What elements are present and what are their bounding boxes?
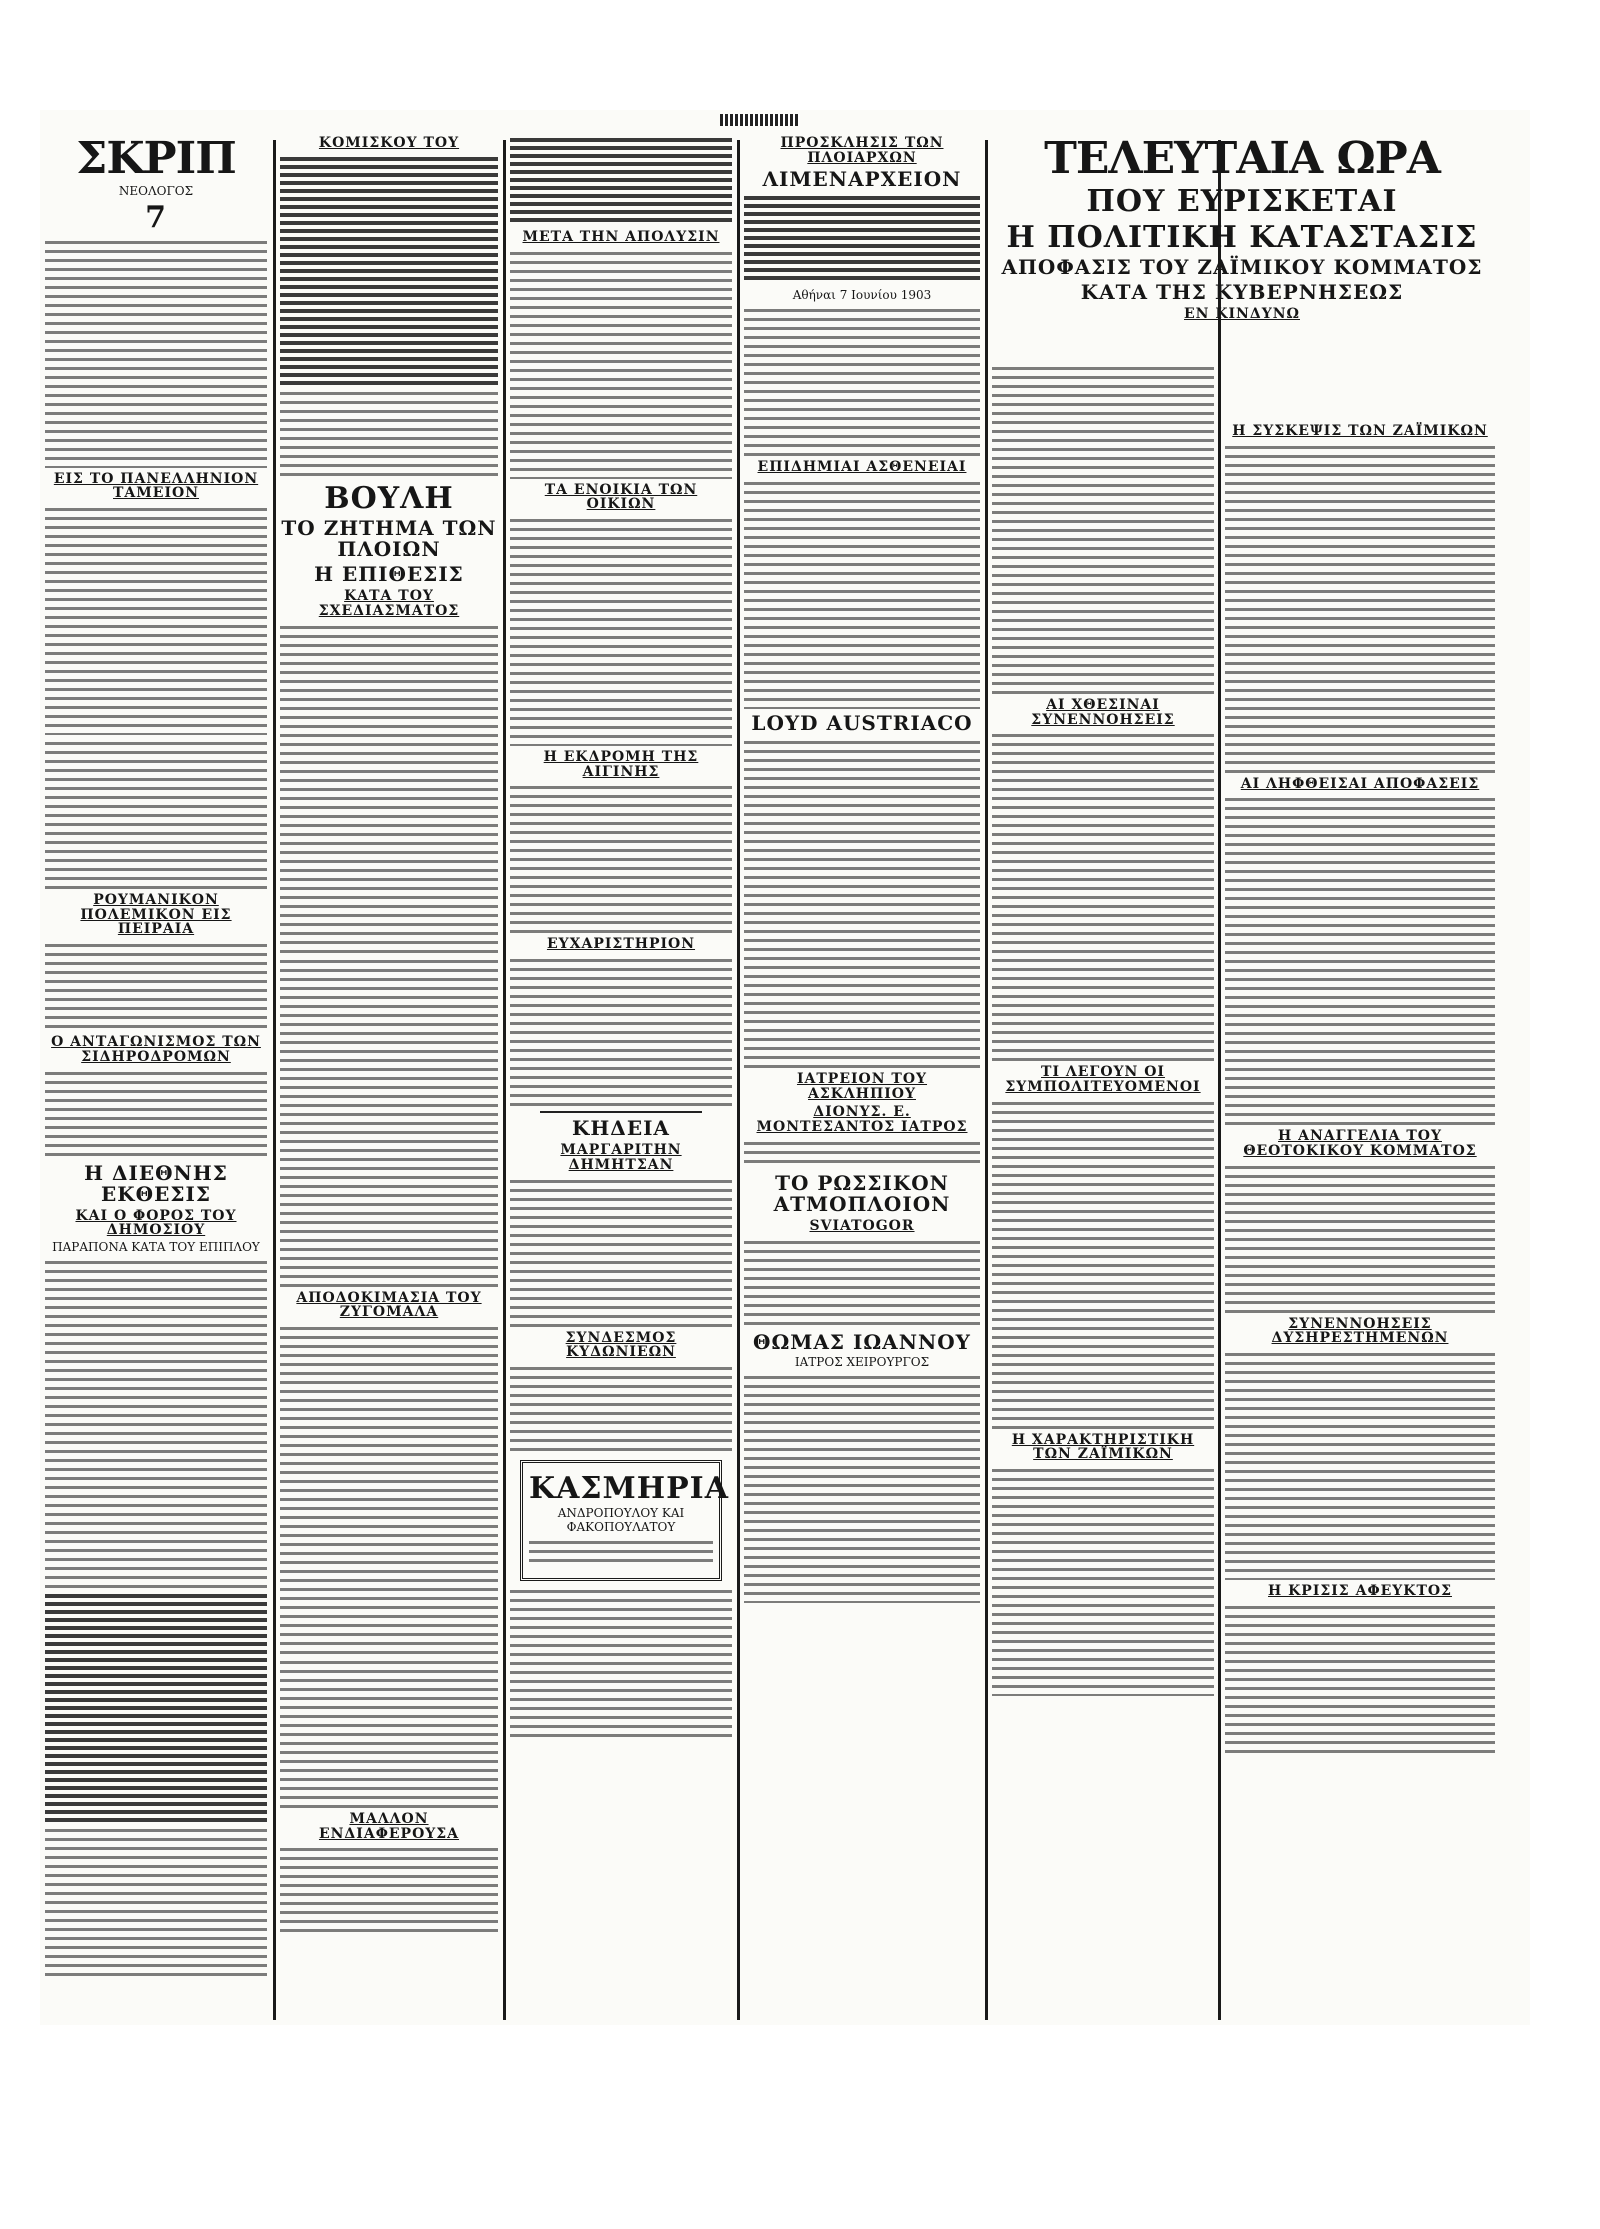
headline: Η ΕΚΔΡΟΜΗ ΤΗΣ ΑΙΓΙΝΗΣ xyxy=(543,749,699,780)
column-2 xyxy=(280,132,498,2012)
headline-sub: ΙΑΤΡΟΣ ΧΕΙΡΟΥΡΓΟΣ xyxy=(794,1354,930,1369)
headline: ΕΝ ΚΙΝΔΥΝΩ xyxy=(1184,306,1300,323)
headline: ΠΡΟΣΚΛΗΣΙΣ ΤΩΝ ΠΛΟΙΑΡΧΩΝ xyxy=(780,135,944,166)
article-body xyxy=(1225,1603,1495,1753)
article-body xyxy=(1225,1350,1495,1580)
column-rule xyxy=(737,140,740,2020)
headline: ΕΙΣ ΤΟ ΠΑΝΕΛΛΗΝΙΟΝ ΤΑΜΕΙΟΝ xyxy=(53,470,259,502)
article-body xyxy=(510,516,732,746)
column-1 xyxy=(45,132,267,2012)
page-folio-ornament xyxy=(720,114,800,126)
article-body xyxy=(510,783,732,933)
article-body xyxy=(45,1826,267,1976)
column-rule xyxy=(985,140,988,2020)
headline: ΔΙΟΝΥΣ. Ε. ΜΟΝΤΕΣΑΝΤΟΣ ΙΑΤΡΟΣ xyxy=(756,1104,968,1136)
headline: ΤΙ ΛΕΓΟΥΝ ΟΙ ΣΥΜΠΟΛΙΤΕΥΟΜΕΝΟΙ xyxy=(1005,1064,1201,1096)
column-rule xyxy=(503,140,506,2020)
article-body xyxy=(510,249,732,479)
masthead-number: 7 xyxy=(145,200,167,236)
headline: ΑΙ ΛΗΦΘΕΙΣΑΙ ΑΠΟΦΑΣΕΙΣ xyxy=(1240,775,1480,792)
ad-title: ΚΑΣΜΗΡΙΑ xyxy=(529,1470,729,1506)
headline: ΚΟΜΙΣΚΟΥ ΤΟΥ xyxy=(318,135,460,151)
headline: ΤΟ ΖΗΤΗΜΑ ΤΩΝ ΠΛΟΙΩΝ xyxy=(281,516,497,562)
article-body xyxy=(45,505,267,735)
headline: Η ΚΡΙΣΙΣ ΑΦΕΥΚΤΟΣ xyxy=(1268,1583,1452,1600)
article-body xyxy=(280,1324,498,1654)
headline: Ο ΑΝΤΑΓΩΝΙΣΜΟΣ ΤΩΝ ΣΙΔΗΡΟΔΡΟΜΩΝ xyxy=(51,1034,261,1065)
headline: ΕΠΙΔΗΜΙΑΙ ΑΣΘΕΝΕΙΑΙ xyxy=(757,459,967,476)
article-body xyxy=(45,739,267,889)
ad-subtitle: ΑΝΔΡΟΠΟΥΛΟΥ ΚΑΙ ΦΑΚΟΠΟΥΛΑΤΟΥ xyxy=(557,1506,685,1535)
article-body xyxy=(744,1373,980,1603)
article-body xyxy=(280,623,498,953)
headline: ΡΟΥΜΑΝΙΚΟΝ ΠΟΛΕΜΙΚΟΝ ΕΙΣ ΠΕΙΡΑΙΑ xyxy=(80,892,232,938)
advertisement xyxy=(520,1460,729,1582)
article-body xyxy=(1225,795,1495,1125)
article-body xyxy=(510,1364,732,1454)
headline: ΠΟΥ ΕΥΡΙΣΚΕΤΑΙ xyxy=(1086,184,1398,220)
article-body xyxy=(744,1139,980,1169)
headline-main: ΒΟΥΛΗ xyxy=(324,480,454,516)
headline: ΜΑΡΓΑΡΙΤΗΝ ΔΗΜΗΤΣΑΝ xyxy=(560,1142,682,1173)
masthead-title: ΣΚΡΙΠ xyxy=(76,133,236,184)
headline: ΣΥΝΕΝΝΟΗΣΕΙΣ ΔΥΣΗΡΕΣΤΗΜΕΝΩΝ xyxy=(1271,1315,1449,1347)
headline: ΜΕΤΑ ΤΗΝ ΑΠΟΛΥΣΙΝ xyxy=(522,229,720,245)
column-5b xyxy=(1225,420,1495,2010)
headline: ΙΑΤΡΕΙΟΝ ΤΟΥ ΑΣΚΛΗΠΙΟΥ xyxy=(796,1071,928,1102)
headline: Η ΠΟΛΙΤΙΚΗ ΚΑΤΑΣΤΑΣΙΣ xyxy=(1006,219,1478,255)
article-body xyxy=(45,1069,267,1159)
article-body xyxy=(280,389,498,479)
column-rule xyxy=(273,140,276,2020)
article-body xyxy=(510,1587,732,1737)
article-body xyxy=(280,1845,498,1935)
article-body xyxy=(744,738,980,1068)
masthead-subtitle: ΝΕΟΛΟΓΟΣ xyxy=(118,184,194,199)
article-body xyxy=(45,1592,267,1822)
headline: Η ΧΑΡΑΚΤΗΡΙΣΤΙΚΗ ΤΩΝ ΖΑΪΜΙΚΩΝ xyxy=(1011,1431,1195,1463)
article-body xyxy=(45,1258,267,1588)
headline: Η ΣΥΣΚΕΨΙΣ ΤΩΝ ΖΑΪΜΙΚΩΝ xyxy=(1232,423,1488,439)
article-body xyxy=(744,306,980,456)
headline: Η ΕΠΙΘΕΣΙΣ xyxy=(314,562,464,587)
article-body xyxy=(280,957,498,1287)
headline: ΚΑΤΑ ΤΗΣ ΚΥΒΕΡΝΗΣΕΩΣ xyxy=(1080,280,1404,305)
article-body xyxy=(510,956,732,1106)
headline: ΤΑ ΕΝΟΙΚΙΑ ΤΩΝ ΟΙΚΙΩΝ xyxy=(544,481,698,513)
headline: ΤΟ ΡΩΣΣΙΚΟΝ ΑΤΜΟΠΛΟΙΟΝ xyxy=(773,1170,951,1216)
article-body xyxy=(992,1466,1214,1696)
article-body xyxy=(744,1238,980,1328)
article-body xyxy=(510,136,732,226)
headline: ΑΠΟΔΟΚΙΜΑΣΙΑ ΤΟΥ ΖΥΓΟΜΑΛΑ xyxy=(296,1289,482,1321)
column-3 xyxy=(510,132,732,2012)
article-body xyxy=(280,155,498,385)
headline: ΣΥΝΔΕΣΜΟΣ ΚΥΔΩΝΙΕΩΝ xyxy=(565,1329,677,1361)
headline: Η ΔΙΕΘΝΗΣ ΕΚΘΕΣΙΣ xyxy=(84,1160,228,1206)
article-body xyxy=(992,1099,1214,1429)
ad-body xyxy=(529,1538,713,1568)
article-body xyxy=(992,364,1214,694)
divider xyxy=(540,1111,702,1113)
headline: ΚΑΙ Ο ΦΟΡΟΣ ΤΟΥ ΔΗΜΟΣΙΟΥ xyxy=(75,1207,237,1239)
article-body xyxy=(45,941,267,1031)
headline: ΜΑΛΛΟΝ ΕΝΔΙΑΦΕΡΟΥΣΑ xyxy=(318,1810,460,1842)
date-line: Αθήναι 7 Ιουνίου 1903 xyxy=(792,288,932,303)
banner-headline: ΤΕΛΕΥΤΑΙΑ ΩΡΑ xyxy=(1044,133,1440,184)
headline: SVIATOGOR xyxy=(809,1217,915,1234)
column-5a xyxy=(992,360,1214,2010)
article-body xyxy=(1225,1163,1495,1313)
headline: ΑΠΟΦΑΣΙΣ ΤΟΥ ΖΑΪΜΙΚΟΥ ΚΟΜΜΑΤΟΣ xyxy=(1001,255,1483,280)
article-body xyxy=(510,1177,732,1327)
article-body xyxy=(1225,443,1495,773)
article-body xyxy=(744,479,980,709)
article-body xyxy=(280,1658,498,1808)
headline: ΑΙ ΧΘΕΣΙΝΑΙ ΣΥΝΕΝΝΟΗΣΕΙΣ xyxy=(1031,697,1175,728)
headline: Η ΑΝΑΓΓΕΛΙΑ ΤΟΥ ΘΕΟΤΟΚΙΚΟΥ ΚΟΜΜΑΤΟΣ xyxy=(1243,1128,1477,1160)
article-body xyxy=(744,194,980,284)
headline: ΘΩΜΑΣ ΙΩΑΝΝΟΥ xyxy=(753,1329,971,1354)
headline-sub: ΠΑΡΑΠΟΝΑ ΚΑΤΑ ΤΟΥ ΕΠΙΠΛΟΥ xyxy=(52,1239,260,1254)
headline: ΚΑΤΑ ΤΟΥ ΣΧΕΔΙΑΣΜΑΤΟΣ xyxy=(318,588,460,619)
headline: LOYD AUSTRIACO xyxy=(751,711,973,736)
article-body xyxy=(45,238,267,468)
headline: ΛΙΜΕΝΑΡΧΕΙΟΝ xyxy=(762,167,962,192)
article-body xyxy=(992,731,1214,1061)
headline: ΕΥΧΑΡΙΣΤΗΡΙΟΝ xyxy=(546,936,696,953)
headline: ΚΗΔΕΙΑ xyxy=(572,1116,670,1141)
column-4 xyxy=(744,132,980,2012)
